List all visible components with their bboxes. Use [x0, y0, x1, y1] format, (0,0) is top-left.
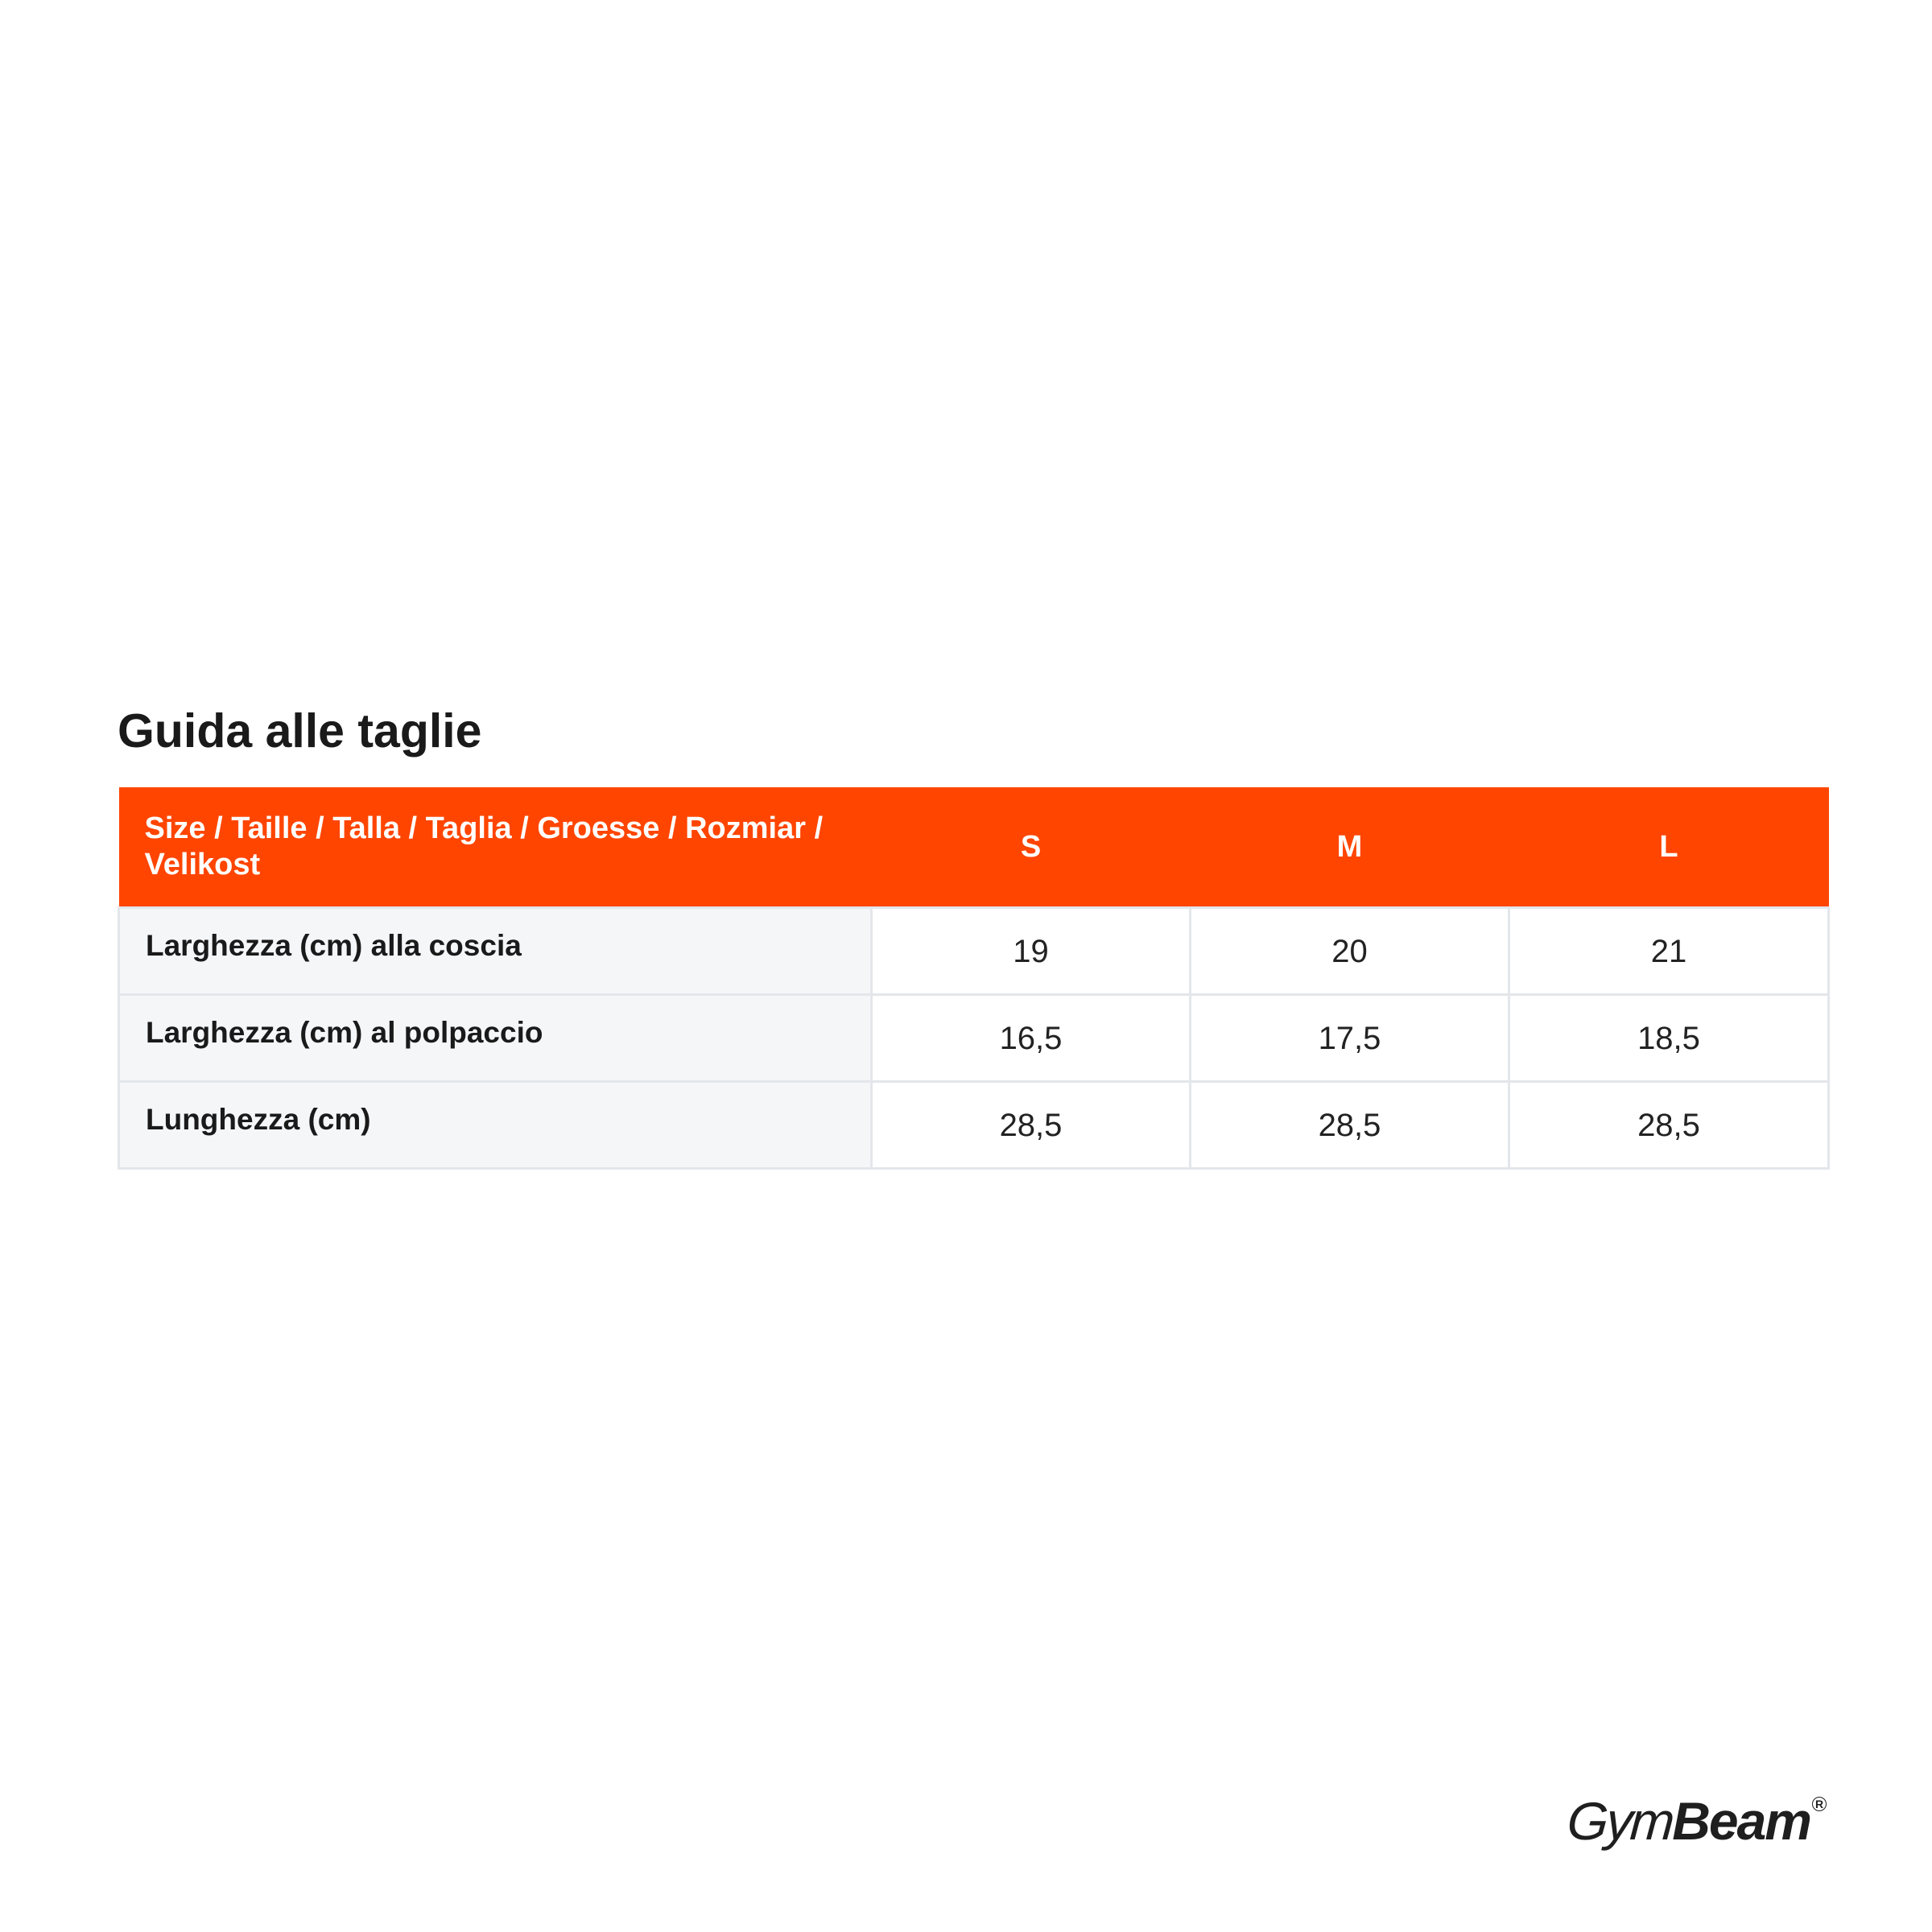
header-size-label: Size / Taille / Talla / Taglia / Groesse / Rozmiar / Velikost	[119, 787, 872, 908]
cell-calf-width-l: 18,5	[1509, 995, 1829, 1082]
header-size-m: M	[1191, 787, 1509, 908]
table-row	[119, 995, 1829, 1082]
logo-text-bold: Beam	[1672, 1791, 1810, 1851]
logo-text-light: Gym	[1565, 1791, 1674, 1851]
table-header-row	[119, 787, 1829, 908]
cell-thigh-width-l: 21	[1509, 908, 1829, 995]
row-label-thigh-width: Larghezza (cm) alla coscia	[119, 908, 872, 995]
cell-calf-width-m: 17,5	[1191, 995, 1509, 1082]
table-header	[119, 787, 1829, 908]
registered-mark-icon: R	[1812, 1797, 1827, 1811]
cell-thigh-width-s: 19	[872, 908, 1191, 995]
cell-length-s: 28,5	[872, 1082, 1191, 1169]
row-label-length: Lunghezza (cm)	[119, 1082, 872, 1169]
table-row	[119, 1082, 1829, 1169]
table-row	[119, 908, 1829, 995]
size-guide-table	[118, 787, 1830, 1170]
row-label-calf-width: Larghezza (cm) al polpaccio	[119, 995, 872, 1082]
cell-length-l: 28,5	[1509, 1082, 1829, 1169]
gymbeam-logo	[1567, 1789, 1827, 1853]
cell-length-m: 28,5	[1191, 1082, 1509, 1169]
table-body	[119, 908, 1829, 1169]
header-size-l: L	[1509, 787, 1829, 908]
page-title: Guida alle taglie	[118, 704, 482, 758]
cell-calf-width-s: 16,5	[872, 995, 1191, 1082]
cell-thigh-width-m: 20	[1191, 908, 1509, 995]
header-size-s: S	[872, 787, 1191, 908]
